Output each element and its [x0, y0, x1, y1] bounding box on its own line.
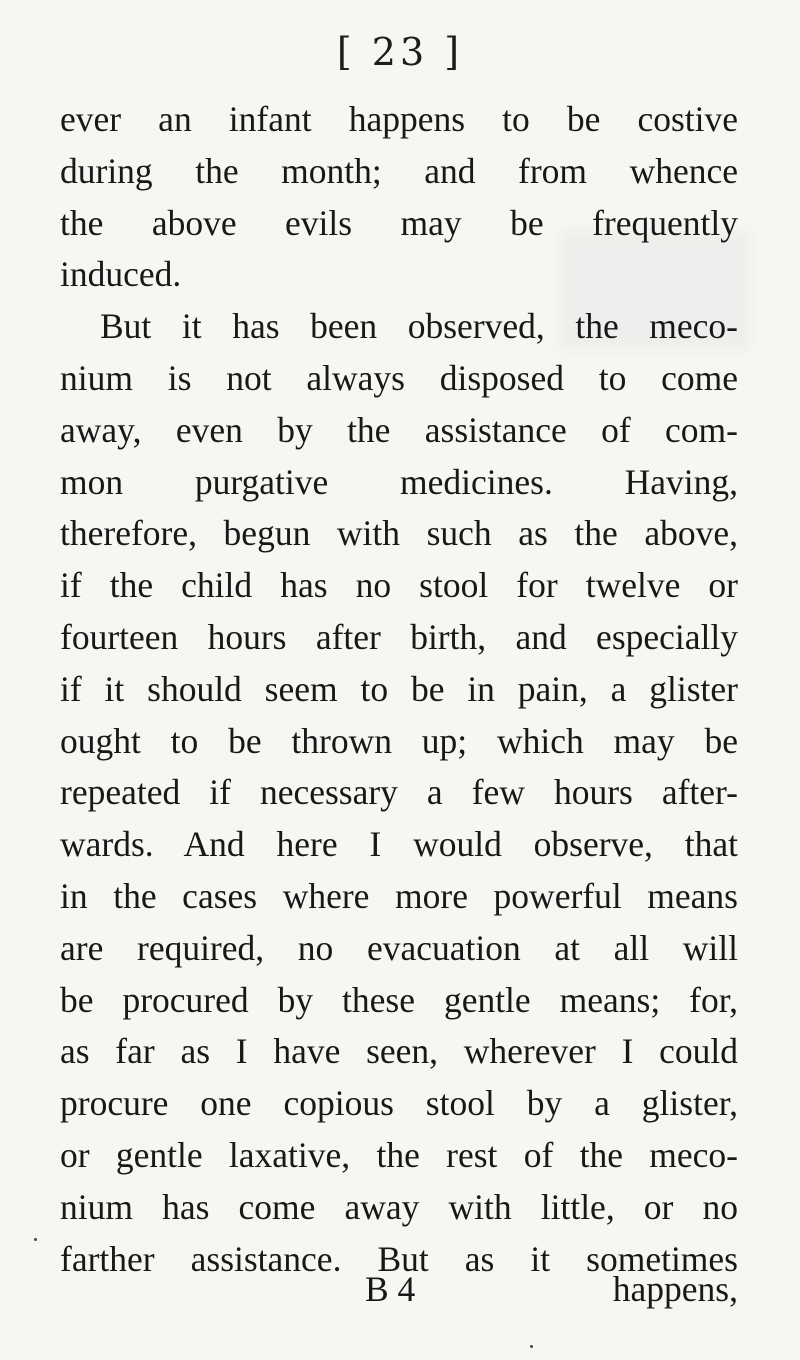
text-line: if it should seem to be in pain, a glister	[60, 668, 738, 709]
text-line: procure one copious stool by a glister,	[60, 1083, 738, 1124]
signature-mark: B 4	[365, 1269, 416, 1309]
text-line: fourteen hours after birth, and especially	[60, 616, 738, 657]
text-line: repeated if necessary a few hours after-	[60, 772, 738, 813]
text-line: farther assistance. But as it sometimes	[60, 1238, 738, 1279]
page-footer	[60, 1268, 738, 1320]
text-line: away, even by the assistance of com-	[60, 409, 738, 450]
text-line: therefore, begun with such as the above,	[60, 513, 738, 554]
body-text	[60, 94, 738, 1285]
text-line: wards. And here I would observe, that	[60, 824, 738, 865]
text-line: in the cases where more powerful means	[60, 875, 738, 916]
text-line: or gentle laxative, the rest of the meco-	[60, 1134, 738, 1175]
text-line: mon purgative medicines. Having,	[60, 461, 738, 502]
text-line: nium is not always disposed to come	[60, 357, 738, 398]
page-number: [ 23 ]	[336, 30, 464, 74]
text-line: during the month; and from whence	[60, 150, 738, 191]
text-line: if the child has no stool for twelve or	[60, 565, 738, 606]
text-line: are required, no evacuation at all will	[60, 927, 738, 968]
catchword: happens,	[612, 1269, 738, 1309]
text-line: as far as I have seen, wherever I could	[60, 1031, 738, 1072]
text-line: be procured by these gentle means; for,	[60, 979, 738, 1020]
text-line: ever an infant happens to be costive	[60, 99, 738, 139]
paragraph-start-line: But it has been observed, the meco-	[100, 306, 738, 347]
ink-speck	[34, 1238, 37, 1241]
text-line: ought to be thrown up; which may be	[60, 720, 738, 761]
text-line: nium has come away with little, or no	[60, 1186, 738, 1227]
ink-speck	[530, 1345, 533, 1348]
text-line: the above evils may be frequently	[60, 202, 738, 243]
text-line: induced.	[60, 254, 182, 295]
